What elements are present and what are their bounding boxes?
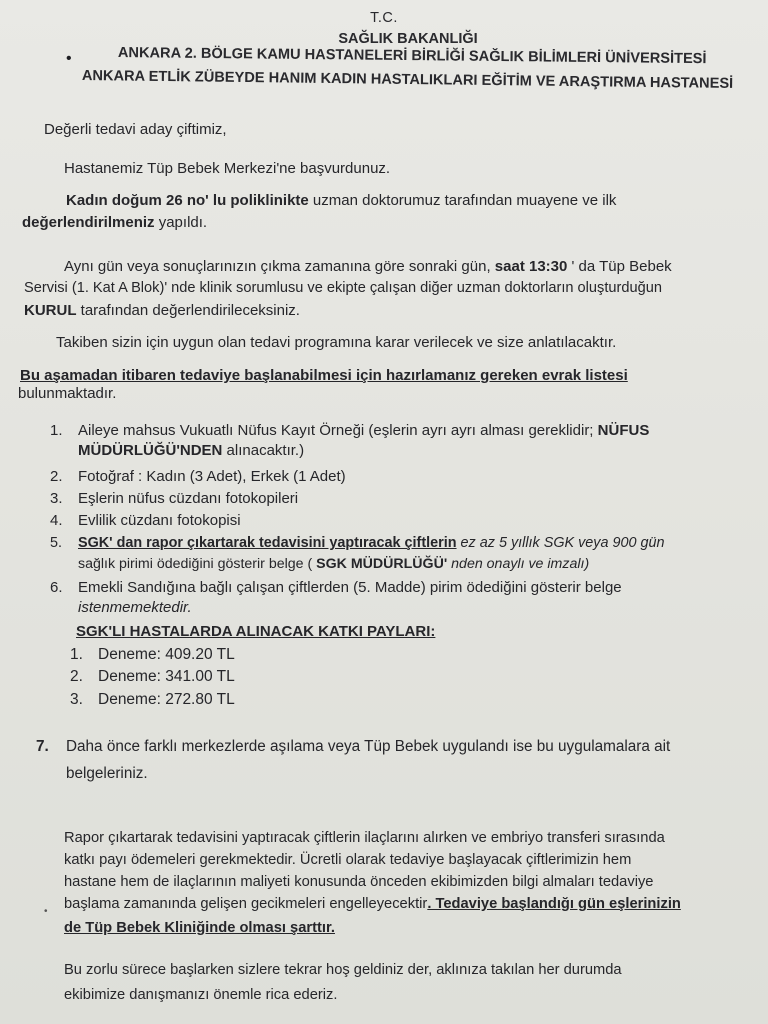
list-item-3 [50, 490, 298, 507]
exam-clinic-bold: Kadın doğum 26 no' lu poliklinikte [66, 192, 309, 209]
paragraph-council-line2: Servisi (1. Kat A Blok)' nde klinik sorumlusu ve ekipte çalışan diğer uzman doktorların oluşturduğun [24, 280, 662, 296]
list-item-1-text: Aileye mahsus Vukuatlı Nüfus Kayıt Örneği (eşlerin ayrı ayrı alması gereklidir; [78, 422, 598, 439]
bullet-mark: • [66, 50, 72, 67]
list-item-4-text: Evlilik cüzdanı fotokopisi [78, 512, 241, 529]
exam-done: yapıldı. [154, 214, 208, 231]
header-ministry: SAĞLIK BAKANLIĞI [338, 31, 478, 47]
list-item-6-line2: istenmemektedir. [78, 599, 192, 616]
exam-rest: uzman doktorumuz tarafından muayene ve ilk [308, 192, 617, 209]
paragraph-council-line1 [64, 258, 672, 275]
list-item-2-number: 2. [50, 468, 63, 485]
greeting: Değerli tedavi aday çiftimiz, [44, 121, 227, 138]
fee-row-3-number: 3. [70, 691, 83, 708]
fees-title: SGK'LI HASTALARDA ALINACAK KATKI PAYLARI: [76, 623, 436, 640]
paragraph-exam-line2 [22, 214, 207, 231]
list-item-6-text: Emekli Sandığına bağlı çalışan çiftlerden (5. Madde) pirim ödediğini gösterir belge [78, 579, 622, 596]
council-place: ' da Tüp Bebek [567, 258, 672, 275]
council-kurul: KURUL [24, 302, 77, 319]
final-line4 [64, 896, 681, 912]
document-list-heading-rest: bulunmaktadır. [18, 385, 117, 402]
list-item-1-number: 1. [50, 422, 63, 439]
fee-row-1-number: 1. [70, 646, 83, 663]
list-item-4-number: 4. [50, 512, 63, 529]
list-item-5-mudurluk: SGK MÜDÜRLÜĞÜ' [316, 556, 448, 572]
paragraph-council-line3 [24, 302, 300, 319]
list-item-7-line1 [36, 738, 670, 756]
fee-row-3 [70, 691, 235, 709]
list-item-5-premium: sağlık pirimi ödediğini gösterir belge ( [78, 556, 317, 572]
list-item-6-line1 [50, 579, 622, 596]
list-item-4 [50, 512, 241, 529]
fee-row-2 [70, 668, 235, 686]
final-line1: Rapor çıkartarak tedavisini yaptıracak çiftlerin ilaçlarını alırken ve embriyo transferi sırasında [64, 830, 665, 846]
list-item-3-text: Eşlerin nüfus cüzdanı fotokopileri [78, 490, 299, 507]
list-item-2-text: Fotoğraf : Kadın (3 Adet), Erkek (1 Adet) [78, 468, 346, 485]
list-item-5-approved: nden onaylı ve imzalı) [447, 556, 590, 572]
document-list-heading: Bu aşamadan itibaren tedaviye başlanabilmesi için hazırlamanız gereken evrak listesi [20, 367, 628, 384]
list-item-1-rest: alınacaktır.) [222, 442, 305, 459]
margin-tick: • [44, 906, 48, 917]
list-item-5-sgk-bold: SGK' dan rapor çıkartarak tedavisini yaptıracak çiftlerin [78, 535, 457, 551]
list-item-6-number: 6. [50, 579, 63, 596]
list-item-3-number: 3. [50, 490, 63, 507]
closing-line1: Bu zorlu sürece başlarken sizlere tekrar hoş geldiniz der, aklınıza takılan her durumda [64, 962, 622, 978]
exam-evaluation-bold: değerlendirilmeniz [22, 214, 155, 231]
header-tc: T.C. [370, 10, 398, 26]
list-item-7-line2: belgeleriniz. [66, 765, 148, 782]
fee-row-1 [70, 646, 235, 664]
header-hospital: ANKARA ETLİK ZÜBEYDE HANIM KADIN HASTALIKLARI EĞİTİM VE ARAŞTIRMA HASTANESİ [81, 68, 734, 92]
final-spouses-bold: . Tedaviye başlandığı gün eşlerinizin [427, 896, 681, 912]
list-item-5-line2 [78, 556, 589, 572]
fee-row-2-number: 2. [70, 668, 83, 685]
paragraph-exam-line1 [66, 192, 616, 209]
closing-line2: ekibimize danışmanızı önemle rica ederiz. [64, 987, 338, 1003]
paragraph-program: Takiben sizin için uygun olan tedavi programına karar verilecek ve size anlatılacaktır. [56, 334, 617, 351]
list-item-1-line2 [78, 442, 304, 459]
fee-row-2-value: Deneme: 341.00 TL [98, 668, 235, 685]
list-item-1-line1 [50, 422, 649, 439]
list-item-7-text: Daha önce farklı merkezlerde aşılama veya Tüp Bebek uygulandı ise bu uygulamalara ait [66, 738, 671, 755]
fee-row-3-value: Deneme: 272.80 TL [98, 691, 235, 708]
final-line3: hastane hem de ilaçlarının maliyeti konusunda önceden ekibimizden bilgi almaları tedaviye [64, 874, 654, 890]
header-union: ANKARA 2. BÖLGE KAMU HASTANELERİ BİRLİĞİ SAĞLIK BİLİMLERİ ÜNİVERSİTESİ [117, 45, 707, 68]
final-line2: katkı payı ödemeleri gerekmektedir. Ücretli olarak tedaviye başlayacak çiftlerimizin hem [64, 852, 632, 868]
council-rest: tarafından değerlendirileceksiniz. [76, 302, 300, 319]
list-item-1-nufus: NÜFUS [597, 422, 650, 439]
list-item-5-years: ez az 5 yıllık SGK veya 900 gün [456, 535, 665, 551]
list-item-1-mudurluk: MÜDÜRLÜĞÜ'NDEN [78, 442, 223, 459]
list-item-2 [50, 468, 346, 485]
list-item-5-line1 [50, 535, 665, 551]
fee-row-1-value: Deneme: 409.20 TL [98, 646, 235, 663]
council-day: Aynı gün veya sonuçlarınızın çıkma zamanına göre sonraki gün, [64, 258, 495, 275]
final-line5: de Tüp Bebek Kliniğinde olması şarttır. [64, 920, 335, 936]
list-item-5-number: 5. [50, 535, 63, 551]
paragraph-application: Hastanemiz Tüp Bebek Merkezi'ne başvurdunuz. [64, 160, 391, 177]
list-item-7-number: 7. [36, 738, 49, 755]
final-delays: başlama zamanında gelişen gecikmeleri engelleyecektir [64, 896, 428, 912]
council-time: saat 13:30 [494, 258, 568, 275]
